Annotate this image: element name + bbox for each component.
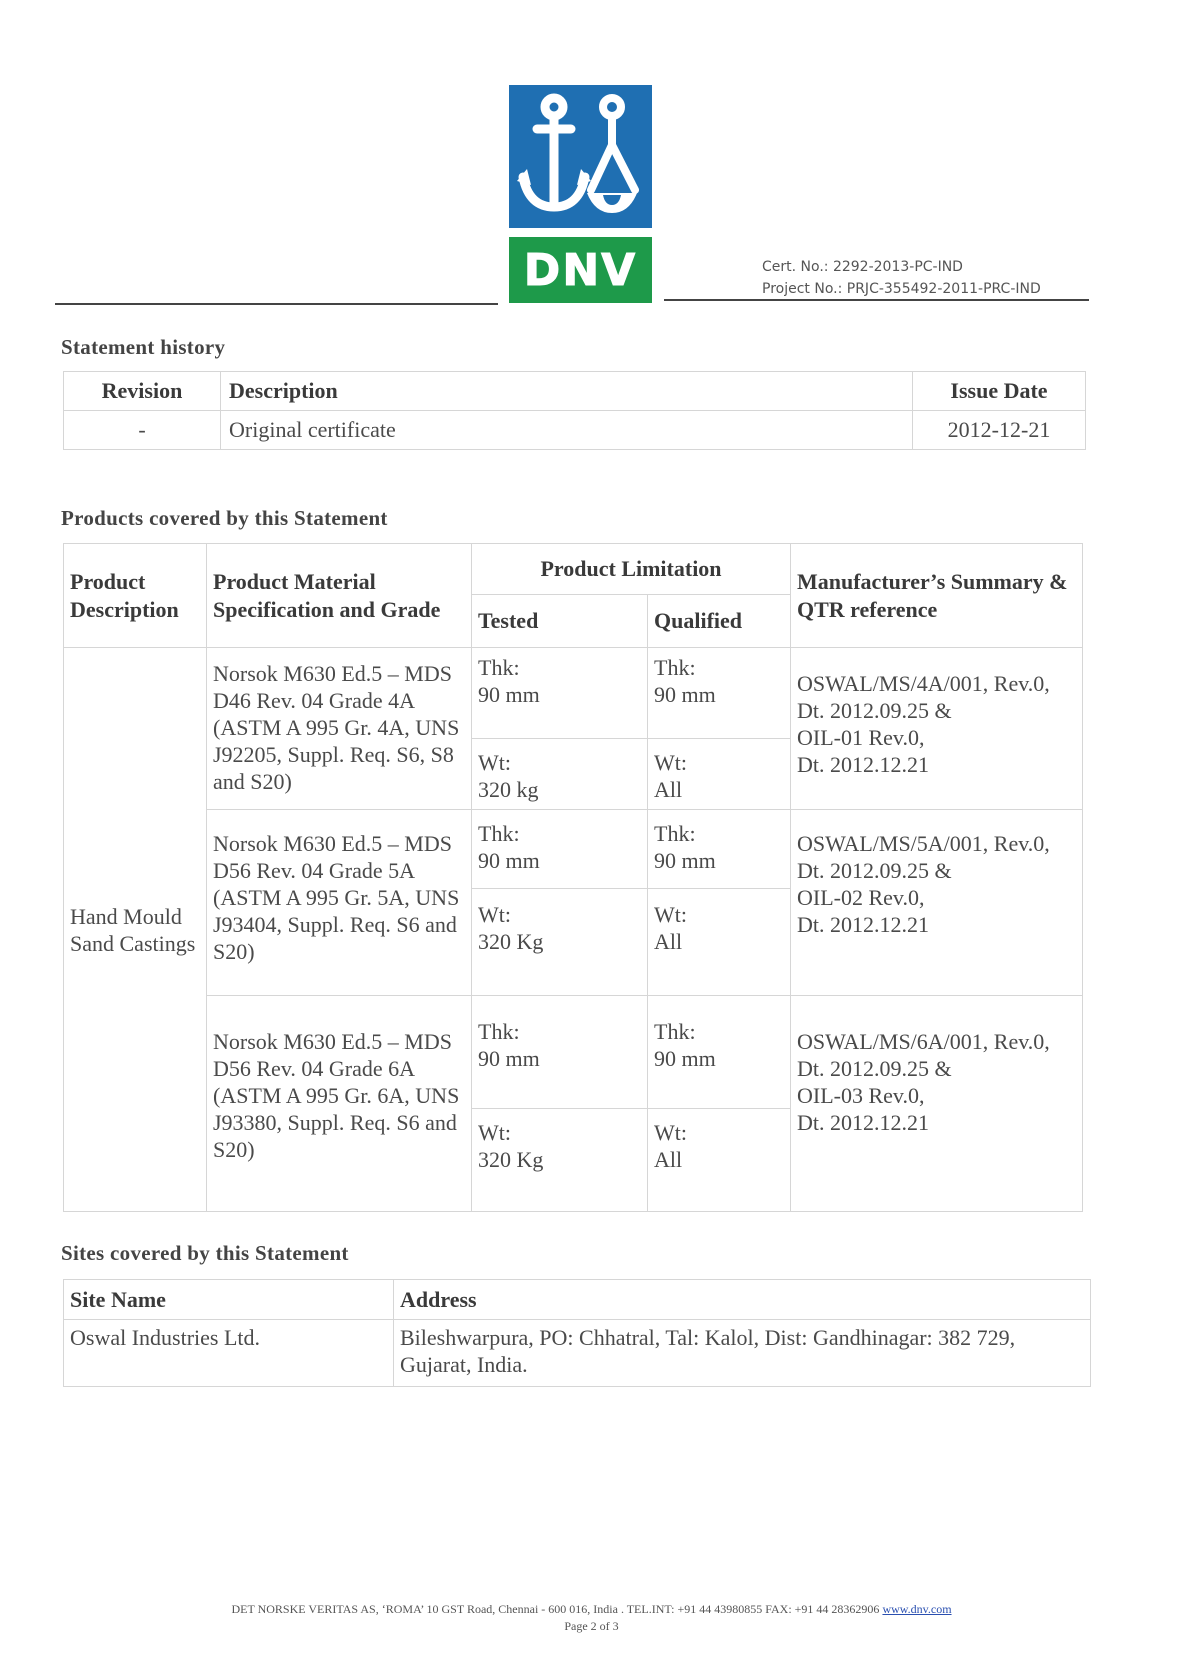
cert-no-label: Cert. No.:	[762, 259, 829, 275]
statement-history-title: Statement history	[61, 335, 226, 359]
project-no-line	[762, 278, 1041, 300]
summary-line: OIL-03 Rev.0,	[797, 1083, 925, 1108]
certificate-numbers	[762, 256, 1041, 300]
manufacturer-summary-cell	[791, 810, 1083, 996]
statement-history-table	[63, 371, 1086, 450]
summary-line: Dt. 2012.09.25 &	[797, 858, 952, 883]
cert-no-value: 2292-2013-PC-IND	[832, 259, 963, 275]
table-row	[64, 810, 1083, 889]
summary-line: Dt. 2012.09.25 &	[797, 1056, 952, 1081]
products-title: Products covered by this Statement	[61, 506, 388, 530]
table-row	[64, 648, 1083, 739]
qualified-wt-value: All	[654, 929, 683, 954]
tested-wt-label: Wt:	[478, 902, 511, 927]
issue-date-cell: 2012-12-21	[913, 411, 1086, 450]
summary-line: Dt. 2012.12.21	[797, 1110, 929, 1135]
summary-line: Dt. 2012.09.25 &	[797, 698, 952, 723]
manufacturer-summary-cell	[791, 648, 1083, 810]
site-name-cell: Oswal Industries Ltd.	[64, 1320, 394, 1387]
sites-title: Sites covered by this Statement	[61, 1241, 349, 1265]
table-header-row	[64, 1280, 1091, 1320]
qualified-wt-cell	[648, 739, 791, 810]
qualified-thk-cell	[648, 648, 791, 739]
summary-line: OIL-01 Rev.0,	[797, 725, 925, 750]
tested-thk-cell	[472, 810, 648, 889]
table-row	[64, 411, 1086, 450]
qualified-thk-label: Thk:	[654, 1019, 696, 1044]
page-footer	[0, 1601, 1183, 1635]
tested-thk-value: 90 mm	[478, 848, 540, 873]
tested-header: Tested	[472, 595, 648, 648]
summary-line: Dt. 2012.12.21	[797, 912, 929, 937]
revision-header: Revision	[64, 372, 221, 411]
manufacturer-summary-cell	[791, 996, 1083, 1212]
product-limitation-header: Product Limitation	[472, 544, 791, 595]
qualified-thk-value: 90 mm	[654, 1046, 716, 1071]
description-cell: Original certificate	[221, 411, 913, 450]
manufacturer-summary-header: Manufacturer’s Summary & QTR reference	[791, 544, 1083, 648]
product-description-header: Product Description	[64, 544, 207, 648]
material-spec-cell: Norsok M630 Ed.5 – MDS D56 Rev. 04 Grade 5A (ASTM A 995 Gr. 5A, UNS J93404, Suppl. Req. S6 and S20)	[207, 810, 472, 996]
footer-address-line	[0, 1601, 1183, 1618]
qualified-wt-value: All	[654, 777, 683, 802]
summary-line: OSWAL/MS/6A/001, Rev.0,	[797, 1029, 1050, 1054]
footer-company-details: DET NORSKE VERITAS AS, ‘ROMA’ 10 GST Road, Chennai - 600 016, India . TEL.INT: +91 44 43980855 FAX: +91 44 28362906	[231, 1602, 880, 1616]
qualified-thk-cell	[648, 810, 791, 889]
table-header-row	[64, 544, 1083, 595]
summary-line: OSWAL/MS/4A/001, Rev.0,	[797, 671, 1050, 696]
tested-wt-value: 320 Kg	[478, 1147, 544, 1172]
header-rule-left	[55, 303, 498, 305]
summary-line: Dt. 2012.12.21	[797, 752, 929, 777]
table-row	[64, 996, 1083, 1109]
qualified-thk-value: 90 mm	[654, 682, 716, 707]
tested-thk-label: Thk:	[478, 655, 520, 680]
description-header: Description	[221, 372, 913, 411]
tested-wt-label: Wt:	[478, 1120, 511, 1145]
qualified-wt-label: Wt:	[654, 1120, 687, 1145]
tested-thk-cell	[472, 996, 648, 1109]
footer-website-link[interactable]: www.dnv.com	[882, 1602, 952, 1616]
address-header: Address	[394, 1280, 1091, 1320]
table-header-row	[64, 372, 1086, 411]
tested-thk-label: Thk:	[478, 821, 520, 846]
qualified-wt-label: Wt:	[654, 750, 687, 775]
anchor-scales-emblem-icon	[509, 85, 652, 228]
qualified-wt-value: All	[654, 1147, 683, 1172]
products-table	[63, 543, 1083, 1212]
tested-thk-value: 90 mm	[478, 1046, 540, 1071]
qualified-thk-value: 90 mm	[654, 848, 716, 873]
project-no-value: PRJC-355492-2011-PRC-IND	[846, 281, 1041, 297]
page-number: Page 2 of 3	[564, 1619, 619, 1633]
project-no-label: Project No.:	[762, 281, 843, 297]
material-spec-cell: Norsok M630 Ed.5 – MDS D46 Rev. 04 Grade 4A (ASTM A 995 Gr. 4A, UNS J92205, Suppl. Req. S6, S8 and S20)	[207, 648, 472, 810]
qualified-wt-cell	[648, 1109, 791, 1212]
tested-thk-cell	[472, 648, 648, 739]
tested-wt-cell	[472, 1109, 648, 1212]
summary-line: OSWAL/MS/5A/001, Rev.0,	[797, 831, 1050, 856]
revision-cell: -	[64, 411, 221, 450]
dnv-wordmark-text: DNV	[523, 244, 638, 296]
tested-wt-cell	[472, 889, 648, 996]
issue-date-header: Issue Date	[913, 372, 1086, 411]
summary-line: OIL-02 Rev.0,	[797, 885, 925, 910]
product-description-cell: Hand Mould Sand Castings	[64, 648, 207, 1212]
material-spec-cell: Norsok M630 Ed.5 – MDS D56 Rev. 04 Grade 6A (ASTM A 995 Gr. 6A, UNS J93380, Suppl. Req. S6 and S20)	[207, 996, 472, 1212]
tested-thk-value: 90 mm	[478, 682, 540, 707]
qualified-thk-label: Thk:	[654, 821, 696, 846]
address-cell: Bileshwarpura, PO: Chhatral, Tal: Kalol, Dist: Gandhinagar: 382 729, Gujarat, India.	[394, 1320, 1091, 1387]
qualified-wt-cell	[648, 889, 791, 996]
table-row	[64, 1320, 1091, 1387]
sites-table	[63, 1279, 1091, 1387]
dnv-logo	[509, 85, 652, 303]
qualified-thk-label: Thk:	[654, 655, 696, 680]
site-name-header: Site Name	[64, 1280, 394, 1320]
qualified-header: Qualified	[648, 595, 791, 648]
dnv-wordmark	[509, 237, 652, 303]
qualified-thk-cell	[648, 996, 791, 1109]
cert-no-line	[762, 256, 1041, 278]
tested-wt-label: Wt:	[478, 750, 511, 775]
material-spec-header: Product Material Specification and Grade	[207, 544, 472, 648]
qualified-wt-label: Wt:	[654, 902, 687, 927]
tested-thk-label: Thk:	[478, 1019, 520, 1044]
tested-wt-cell	[472, 739, 648, 810]
tested-wt-value: 320 kg	[478, 777, 539, 802]
tested-wt-value: 320 Kg	[478, 929, 544, 954]
